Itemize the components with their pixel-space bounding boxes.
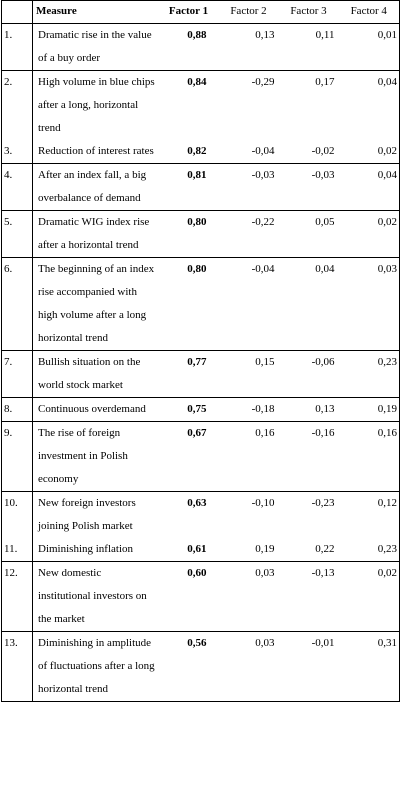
factor-3-cell: -0,16: [279, 422, 339, 492]
measure-cell: Diminishing inflation: [38, 543, 134, 555]
factor-2-cell: 0,15: [219, 351, 279, 398]
row-number: 9.: [2, 422, 33, 492]
factor-3-cell: 0,04: [279, 258, 339, 351]
factor-2-cell: 0,19: [255, 543, 275, 555]
row-number: 1.: [2, 24, 33, 71]
factor-4-cell: 0,23: [339, 351, 400, 398]
factor-4-cell: 0,19: [339, 398, 400, 422]
factor-4-cell: 0,04: [339, 164, 400, 211]
factor-4-cell: 0,02: [339, 562, 400, 632]
row-number: 11.: [2, 538, 33, 562]
factor-4-cell: 0,03: [339, 258, 400, 351]
row-number: 7.: [2, 351, 33, 398]
factor-1-cell: 0,81: [159, 164, 219, 211]
factor-1-cell: 0,56: [159, 632, 219, 702]
row-number: 13.: [2, 632, 33, 702]
table-row: [2, 351, 400, 398]
measure-cell: Reduction of interest rates: [38, 145, 154, 157]
factor-3-cell: 0,05: [279, 211, 339, 258]
measure-cell: Dramatic WIG index rise after a horizontal trend: [33, 211, 159, 258]
table-row: [2, 164, 400, 211]
factor-4-cell: 0,01: [377, 29, 397, 41]
factor-loadings-table: [1, 0, 400, 702]
row-number: 8.: [2, 398, 33, 422]
factor-1-cell: 0,75: [159, 398, 219, 422]
header-factor-1: Factor 1: [159, 1, 219, 24]
factor-4-cell: 0,31: [339, 632, 400, 702]
factor-2-cell: 0,03: [219, 562, 279, 632]
factor-4-cell: 0,12: [339, 492, 400, 539]
measure-cell: New domestic institutional investors on the market: [33, 562, 159, 632]
factor-3-cell: 0,13: [279, 398, 339, 422]
factor-3-cell: -0,13: [279, 562, 339, 632]
table-body: [2, 24, 400, 702]
factor-1-cell: 0,63: [159, 492, 219, 539]
measure-cell: Continuous overdemand: [33, 398, 159, 422]
factor-3-cell: 0,17: [279, 71, 339, 141]
factor-3-cell: 0,11: [315, 29, 335, 41]
factor-4-cell: 0,16: [339, 422, 400, 492]
table-row: [2, 71, 400, 141]
header-row: [2, 1, 400, 24]
factor-2-cell: -0,18: [219, 398, 279, 422]
factor-2-cell: -0,04: [251, 145, 275, 157]
table-row: [2, 258, 400, 351]
table-row: [2, 24, 400, 71]
measure-cell: High volume in blue chips after a long, horizontal trend: [33, 71, 159, 141]
factor-2-cell: 0,03: [219, 632, 279, 702]
table-row: [2, 492, 400, 539]
factor-3-cell: -0,03: [279, 164, 339, 211]
factor-2-cell: -0,29: [219, 71, 279, 141]
factor-1-cell: 0,67: [159, 422, 219, 492]
table-row: [2, 140, 400, 164]
row-number: 3.: [2, 140, 33, 164]
factor-4-cell: 0,23: [377, 543, 397, 555]
table-row: [2, 398, 400, 422]
table-row: [2, 562, 400, 632]
measure-cell: Bullish situation on the world stock market: [33, 351, 159, 398]
factor-2-cell: 0,13: [255, 29, 275, 41]
table-row: [2, 422, 400, 492]
factor-1-cell: 0,84: [159, 71, 219, 141]
factor-1-cell: 0,77: [159, 351, 219, 398]
factor-2-cell: 0,16: [219, 422, 279, 492]
table-row: [2, 211, 400, 258]
factor-3-cell: 0,22: [315, 543, 335, 555]
factor-1-cell: 0,60: [159, 562, 219, 632]
header-measure: Measure: [33, 1, 159, 24]
row-number: 12.: [2, 562, 33, 632]
factor-2-cell: -0,03: [219, 164, 279, 211]
factor-2-cell: -0,22: [219, 211, 279, 258]
factor-2-cell: -0,10: [219, 492, 279, 539]
factor-3-cell: -0,06: [279, 351, 339, 398]
factor-4-cell: 0,04: [339, 71, 400, 141]
factor-4-cell: 0,02: [377, 145, 397, 157]
table-row: [2, 632, 400, 702]
row-number: 5.: [2, 211, 33, 258]
header-factor-4: Factor 4: [339, 1, 400, 24]
header-factor-3: Factor 3: [279, 1, 339, 24]
header-number: [2, 1, 33, 24]
table-row: [2, 538, 400, 562]
measure-cell: Diminishing in amplitude of fluctuations after a long horizontal trend: [33, 632, 159, 702]
factor-1-cell: 0,61: [187, 543, 207, 555]
measure-cell: Dramatic rise in the value of a buy order: [38, 29, 152, 64]
header-factor-2: Factor 2: [219, 1, 279, 24]
measure-cell: The beginning of an index rise accompanied with high volume after a long horizontal trend: [33, 258, 159, 351]
factor-1-cell: 0,82: [187, 145, 207, 157]
factor-1-cell: 0,80: [159, 211, 219, 258]
factor-4-cell: 0,02: [339, 211, 400, 258]
measure-cell: The rise of foreign investment in Polish economy: [33, 422, 159, 492]
measure-cell: After an index fall, a big overbalance of demand: [33, 164, 159, 211]
factor-3-cell: -0,02: [311, 145, 335, 157]
factor-3-cell: -0,23: [279, 492, 339, 539]
row-number: 4.: [2, 164, 33, 211]
row-number: 10.: [2, 492, 33, 539]
factor-3-cell: -0,01: [279, 632, 339, 702]
factor-1-cell: 0,80: [159, 258, 219, 351]
row-number: 2.: [2, 71, 33, 141]
measure-cell: New foreign investors joining Polish market: [33, 492, 159, 539]
row-number: 6.: [2, 258, 33, 351]
factor-2-cell: -0,04: [219, 258, 279, 351]
factor-1-cell: 0,88: [187, 29, 207, 41]
